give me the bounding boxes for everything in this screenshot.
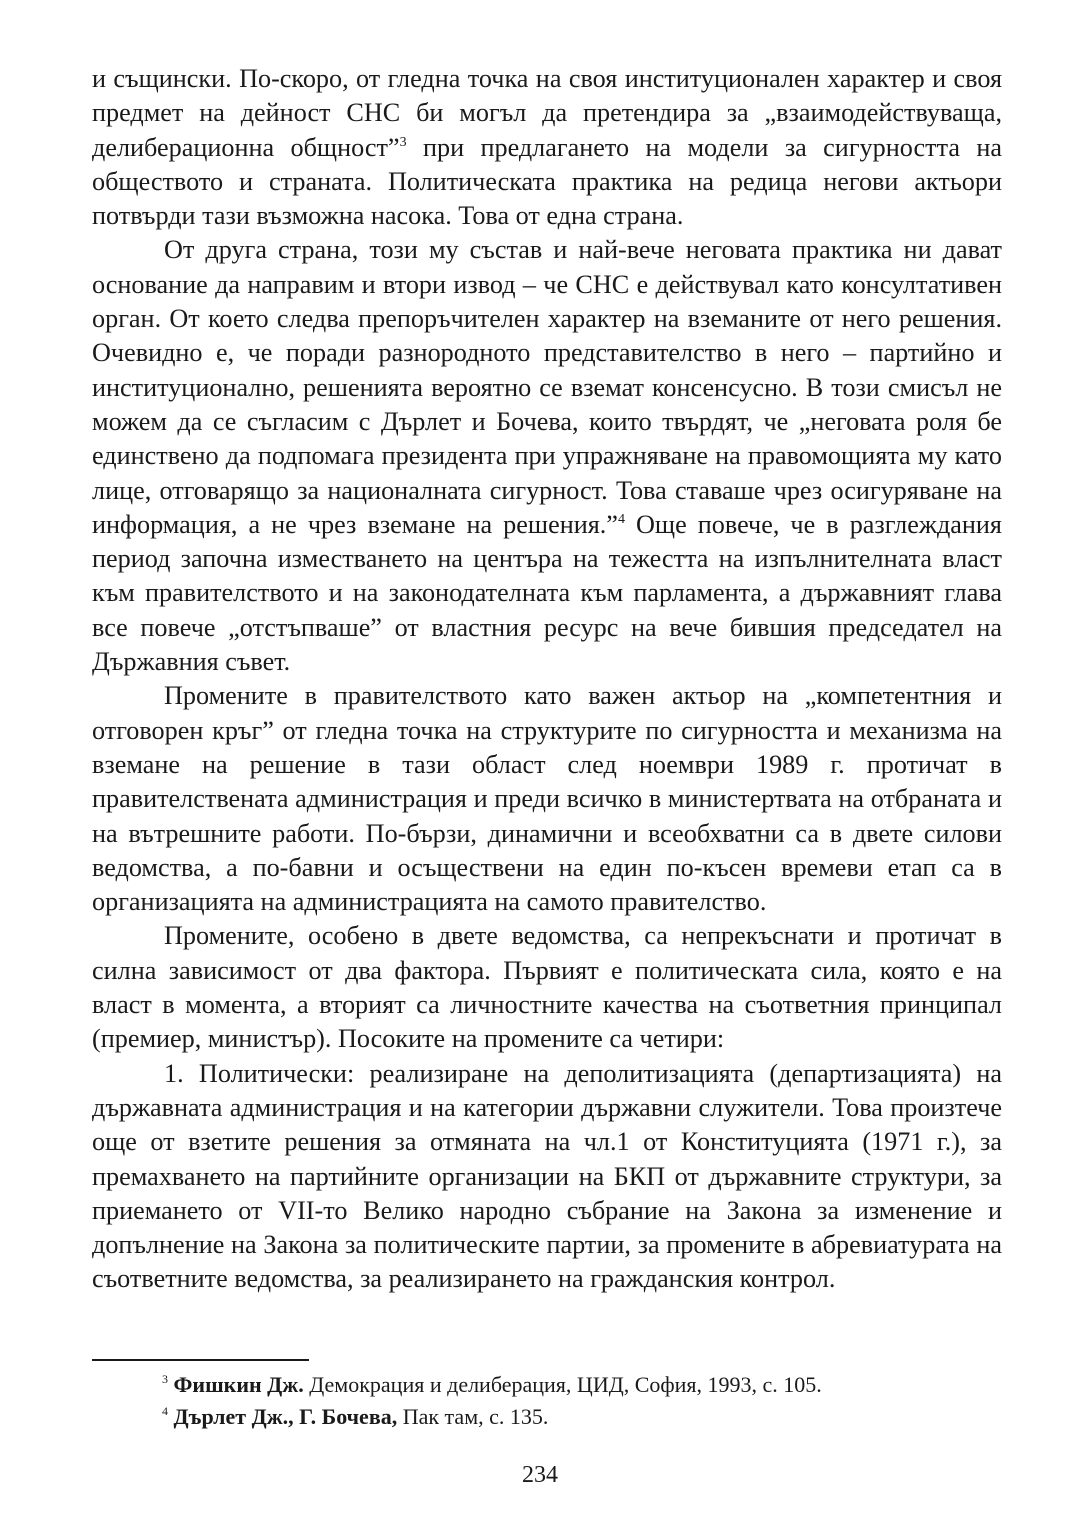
- footnote-reference[interactable]: 4: [617, 511, 625, 527]
- footnote-author: Фишкин Дж.: [173, 1372, 304, 1397]
- paragraph: [92, 62, 1002, 233]
- footnote-author: Дърлет Дж., Г. Бочева,: [173, 1404, 398, 1429]
- footnote-3: [162, 1369, 1002, 1401]
- paragraph: [92, 233, 1002, 679]
- footnote-reference[interactable]: 3: [399, 134, 407, 150]
- paragraph-text: 1. Политически: реализиране на деполитизацията (департизацията) на държавната администрация и на категории държавни служители. Това произтече още от взетите решения за отмяната на чл.1 от Конституцията (1971 г.), за премахването на партийните организации на БКП от държавните структури, за приемането от VII-то Велико народно събрание на Закона за изменение и допълнение на Закона за политическите партии, за промените в абревиатурата на съответните ведомства, за реализирането на гражданския контрол.: [92, 1058, 1002, 1294]
- paragraph-text: Промените в правителството като важен актьор на „компетентния и отговорен кръг” от гледна точка на структурите по сигурността и механизма на вземане на решение в тази област след ноември 1989 г. протичат в правителствената администрация и преди всичко в министертвата на отбраната и на вътрешните работи. По-бързи, динамични и всеобхватни са в двете силови ведомства, а по-бавни и осъществени на един по-късен времеви етап са в организацията на администрацията на самото правителство.: [92, 681, 1002, 917]
- paragraph: [92, 919, 1002, 1056]
- footnote-separator: [92, 1359, 309, 1361]
- paragraph-text: при предлагането на модели за сигурността на обществото и страната. Политическата практика на редица негови актьори потвърди тази възможна насока. Това от една страна.: [92, 132, 1002, 231]
- footnotes: [162, 1369, 1002, 1433]
- footnote-text: Пак там, с. 135.: [397, 1404, 549, 1429]
- footnote-marker: 3: [162, 1372, 168, 1386]
- page-number: 234: [522, 1462, 558, 1488]
- paragraph-text: Още повече, че в разглеждания период започна изместването на центъра на тежестта на изпълнителната власт към правителството и на законодателната към парламента, а държавният глава все повече „отстъпваше” от властния ресурс на вече бившия председател на Държавния съвет.: [92, 509, 1002, 677]
- paragraph: [92, 679, 1002, 919]
- paragraph-text: От друга страна, този му състав и най-вече неговата практика ни дават основание да направим и втори извод – че СНС е действувал като консултативен орган. От което следва препоръчителен характер на вземаните от него решения. Очевидно е, че поради разнородното представителство в него – партийно и институционално, решенията вероятно се вземат консенсусно. В този смисъл не можем да се съгласим с Дърлет и Бочева, които твърдят, че „неговата роля бе единствено да подпомага президента при упражняване на правомощията му като лице, отговарящо за националната сигурност. Това ставаше чрез осигуряване на информация, а не чрез вземане на решения.”: [92, 235, 1002, 539]
- paragraph-text: Промените, особено в двете ведомства, са непрекъснати и протичат в силна зависимост от два фактора. Първият е политическата сила, която е на власт в момента, а вторият са личностните качества на съответния принципал (премиер, министър). Посоките на промените са четири:: [92, 921, 1002, 1054]
- footnote-4: [162, 1401, 1002, 1433]
- footnote-text: Демокрация и делиберация, ЦИД, София, 1993, с. 105.: [303, 1372, 822, 1397]
- document-page: [92, 62, 1002, 1297]
- paragraph: [92, 1057, 1002, 1297]
- paragraph-text: и същински. По-скоро, от гледна точка на своя институционален характер и своя предмет на дейност СНС би могъл да претендира за „взаимодействуваща, делиберационна общност”: [92, 64, 1002, 162]
- footnote-marker: 4: [162, 1404, 168, 1418]
- main-text: [92, 62, 1002, 1297]
